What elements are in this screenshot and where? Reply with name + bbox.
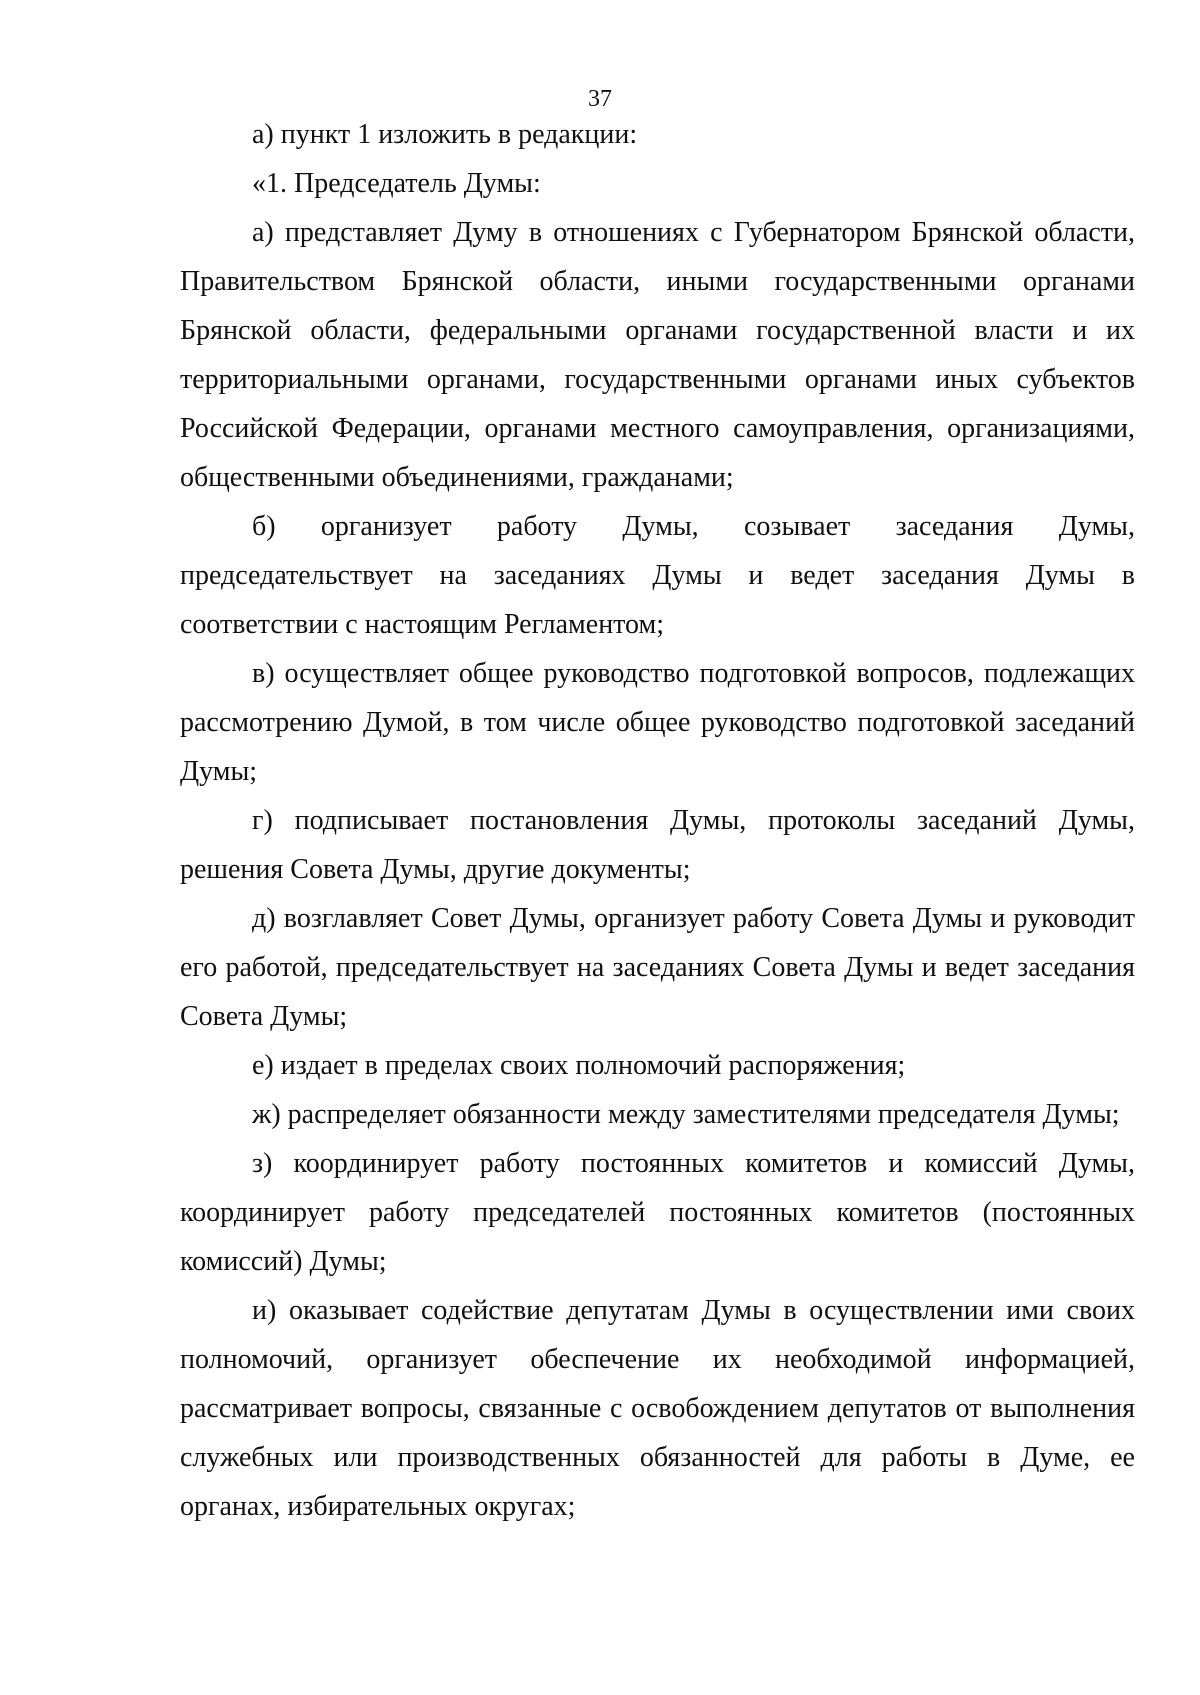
- page-number: 37: [588, 86, 612, 112]
- paragraph-item-e: е) издает в пределах своих полномочий распоряжения;: [252, 1050, 906, 1081]
- document-body: [180, 110, 1135, 1531]
- paragraph-amendment-intro: а) пункт 1 изложить в редакции:: [252, 119, 638, 150]
- paragraph-item-b: б) организует работу Думы, созывает заседания Думы, председательствует на заседаниях Думы и ведет заседания Думы в соответствии с настоящим Регламентом;: [180, 511, 1135, 640]
- paragraph-item-a: а) представляет Думу в отношениях с Губернатором Брянской области, Правительством Брянской области, иными государственными органами Брянской области, федеральными органами государственной власти и их территориальными органами, государственными органами иных субъектов Российской Федерации, органами местного самоуправления, организациями, общественными объединениями, гражданами;: [180, 217, 1135, 493]
- paragraph-item-i: и) оказывает содействие депутатам Думы в осуществлении ими своих полномочий, организует обеспечение их необходимой информацией, рассматривает вопросы, связанные с освобождением депутатов от выполнения служебных или производственных обязанностей для работы в Думе, ее органах, избирательных округах;: [180, 1295, 1135, 1522]
- paragraph-item-d: д) возглавляет Совет Думы, организует работу Совета Думы и руководит его работой, председательствует на заседаниях Совета Думы и ведет заседания Совета Думы;: [180, 903, 1135, 1032]
- paragraph-item-g: г) подписывает постановления Думы, протоколы заседаний Думы, решения Совета Думы, другие документы;: [180, 805, 1135, 885]
- paragraph-clause-heading: «1. Председатель Думы:: [252, 168, 541, 199]
- paragraph-item-z: з) координирует работу постоянных комитетов и комиссий Думы, координирует работу председателей постоянных комитетов (постоянных комиссий) Думы;: [180, 1148, 1135, 1277]
- paragraph-item-zh: ж) распределяет обязанности между заместителями председателя Думы;: [252, 1099, 1120, 1130]
- paragraph-item-v: в) осуществляет общее руководство подготовкой вопросов, подлежащих рассмотрению Думой, в том числе общее руководство подготовкой заседаний Думы;: [180, 658, 1135, 787]
